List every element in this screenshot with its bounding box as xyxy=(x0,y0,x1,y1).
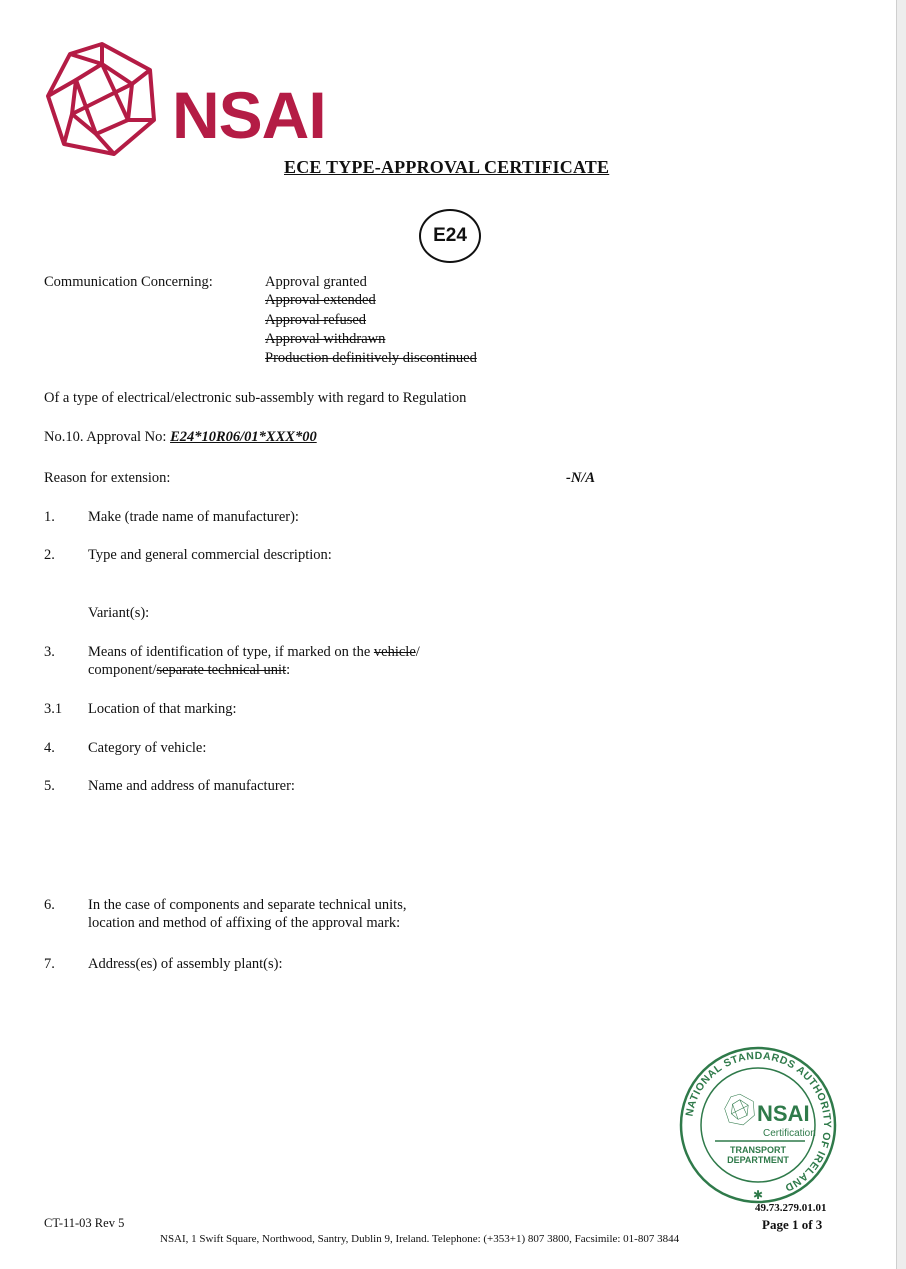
seal-ring-text: NATIONAL STANDARDS AUTHORITY OF IRELAND xyxy=(683,1049,834,1194)
item-4-number: 4. xyxy=(44,740,55,756)
regulation-line: Of a type of electrical/electronic sub-assembly with regard to Regulation xyxy=(44,390,467,406)
item-3-line2 xyxy=(88,661,290,679)
communication-label: Communication Concerning: xyxy=(44,274,213,290)
item-3-text-d: component/ xyxy=(88,662,157,678)
item-6-line1: In the case of components and separate technical units, xyxy=(88,897,407,913)
item-1-number: 1. xyxy=(44,509,55,525)
item-2-number: 2. xyxy=(44,547,55,563)
logo-wordmark: NSAI xyxy=(172,78,326,152)
reference-number: 49.73.279.01.01 xyxy=(755,1202,827,1214)
item-3-number: 3. xyxy=(44,644,55,660)
item-3-1-text: Location of that marking: xyxy=(88,701,237,717)
page-number: Page 1 of 3 xyxy=(762,1217,823,1232)
page-title: ECE TYPE-APPROVAL CERTIFICATE xyxy=(284,157,610,177)
option-production-discontinued: Production definitively discontinued xyxy=(265,350,477,366)
option-approval-refused: Approval refused xyxy=(265,312,367,328)
approval-number-prefix: No.10. Approval No: xyxy=(44,429,171,445)
footer-address: NSAI, 1 Swift Square, Northwood, Santry, Dublin 9, Ireland. Telephone: (+353+1) 807 3800, Facsimile: 01-807 3844 xyxy=(160,1233,680,1245)
seal-dept-line2: DEPARTMENT xyxy=(727,1155,789,1165)
item-3-text-c: / xyxy=(415,644,420,660)
nsai-logo-icon xyxy=(42,40,162,160)
nsai-certification-seal xyxy=(673,1045,843,1205)
item-3-1-number: 3.1 xyxy=(44,701,63,717)
seal-stamp-icon xyxy=(673,1045,843,1205)
reason-label: Reason for extension: xyxy=(44,470,171,486)
approval-number: E24*10R06/01*XXX*00 xyxy=(170,429,317,445)
variant-label: Variant(s): xyxy=(88,605,150,621)
item-3-text-a: Means of identification of type, if marked on the xyxy=(88,644,374,660)
approval-number-line xyxy=(44,428,317,446)
item-5-text: Name and address of manufacturer: xyxy=(88,778,295,794)
item-4-text: Category of vehicle: xyxy=(88,740,207,756)
item-1-text: Make (trade name of manufacturer): xyxy=(88,509,299,525)
item-6-line2: location and method of affixing of the approval mark: xyxy=(88,915,401,931)
e-mark-badge: E24 xyxy=(419,209,481,263)
item-5-number: 5. xyxy=(44,778,55,794)
item-3-line1 xyxy=(88,643,420,661)
vertical-scrollbar[interactable] xyxy=(897,0,906,1269)
doc-code: CT-11-03 Rev 5 xyxy=(44,1216,125,1230)
seal-brand: NSAI xyxy=(757,1101,810,1126)
option-approval-granted: Approval granted xyxy=(265,274,367,290)
item-3-struck-vehicle: vehicle xyxy=(373,644,416,660)
item-3-text-f: : xyxy=(286,662,291,678)
item-3-struck-stu: separate technical unit xyxy=(156,662,287,678)
item-7-number: 7. xyxy=(44,956,55,972)
option-approval-withdrawn: Approval withdrawn xyxy=(265,331,386,347)
reason-value: -N/A xyxy=(566,470,595,486)
option-approval-extended: Approval extended xyxy=(265,292,376,308)
seal-dept-line1: TRANSPORT xyxy=(730,1145,786,1155)
seal-star-icon: ✱ xyxy=(752,1188,764,1202)
seal-certification: Certification xyxy=(763,1128,816,1139)
item-6-number: 6. xyxy=(44,897,55,913)
item-7-text: Address(es) of assembly plant(s): xyxy=(88,956,283,972)
item-2-text: Type and general commercial description: xyxy=(88,547,332,563)
